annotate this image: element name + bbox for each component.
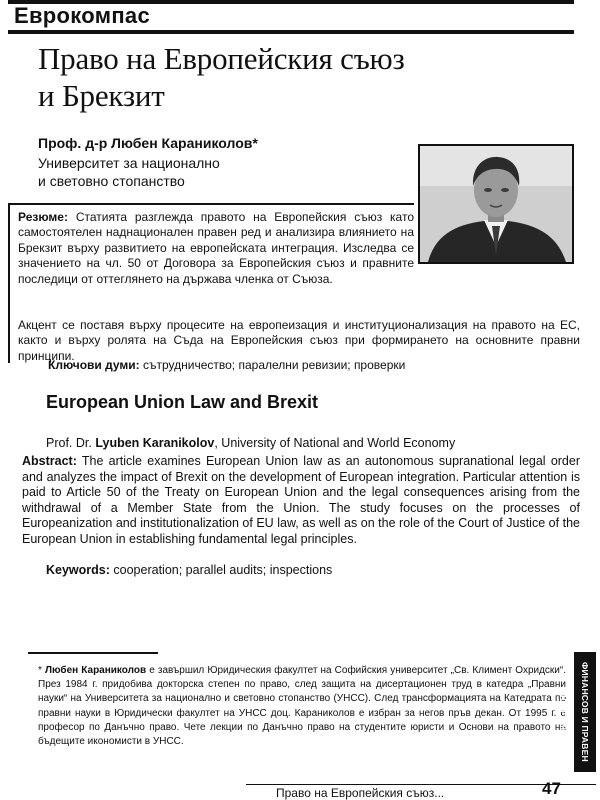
author-affiliation — [38, 154, 398, 190]
keywords-english — [46, 563, 332, 577]
footnote-rule — [28, 652, 158, 654]
running-title: Право на Европейския съюз... — [276, 786, 445, 800]
abstract-frame-left — [8, 203, 10, 363]
english-author-prefix: Prof. Dr. — [46, 436, 92, 450]
footnote — [38, 664, 566, 749]
affiliation-line-1: Университет за национално — [38, 155, 220, 171]
abstract-english — [22, 454, 580, 548]
keywords-bg-text: сътрудничество; паралелни ревизии; проверки — [143, 358, 406, 372]
keywords-en-text: cooperation; parallel audits; inspections — [113, 563, 333, 577]
author-photo — [418, 144, 574, 264]
page-number: 47 — [542, 779, 561, 798]
abstract-en-label: Abstract: — [22, 454, 77, 468]
footnote-marker: * — [38, 665, 42, 676]
keywords-en-label: Keywords: — [46, 563, 110, 577]
english-author-affiliation: , University of National and World Economy — [214, 436, 456, 450]
article-title-line-2: и Брекзит — [38, 78, 165, 113]
keywords-bulgarian — [48, 358, 405, 372]
abstract-bulgarian — [18, 210, 414, 318]
author-portrait-icon — [420, 146, 572, 262]
section-title: Еврокомпас — [8, 0, 574, 34]
abstract-bg-text-1: Статията разглежда правото на Европейския съюз като самостоятелен наднационален правен ред и анализира влиянието на Брекзит върху развитието на европейската интеграция. Изследва се значението на чл. 50 от Договора за Европейския съюз и правните последици от оттеглянето на държава членка от Съюза. — [18, 210, 415, 286]
footnote-author: Любен Караниколов — [45, 665, 147, 676]
abstract-en-text: The article examines European Union law as an autonomous supranational legal order and analyzes the impact of Brexit on the development of European integration. Particular attention is paid to Article 50 of the Treaty on European Union and the legal consequences arising from the withdrawal of a Member State from the Union. The study focuses on the processes of Europeanization and institutionalization of EU law, as well as on the role of the Court of Justice of the European Union in establishing fundamental legal principles. — [22, 454, 581, 546]
english-author — [46, 436, 455, 450]
footnote-text: е завършил Юридическия факултет на Софийския университет „Св. Климент Охридски“. През 1984 г. придобива докторска степен по право, след защита на дисертационен труд в катедра „Правни науки“ на Университета за национално и световно стопанство (УНСС). След трансформацията на Катедрата по правни науки в Юридически факултет на УНСС доц. Караниколов е избран за негов пръв декан. От 1995 г. е професор по Данъчно право. Чете лекции по Данъчно право на студентите юристи и Основи на правото на бъдещите икономисти в УНСС. — [38, 665, 566, 748]
english-title: European Union Law and Brexit — [46, 392, 319, 412]
abstract-frame-top — [8, 203, 414, 205]
abstract-bg-label: Резюме: — [18, 210, 68, 224]
journal-side-label: ФИНАНСОВ И ПРАВЕН БЮЛЕТИН — [574, 652, 596, 772]
article-title-line-1: Право на Европейския съюз — [38, 41, 405, 76]
abstract-bg-text-2: Акцент се поставя върху процесите на европеизация и институционализация на правото на ЕС, както и върху ролята на Съда на Европейския съюз при формирането на основните правни принципи. — [18, 318, 580, 363]
article-title — [38, 40, 578, 114]
author-name: Проф. д-р Любен Караниколов* — [38, 135, 258, 151]
english-author-name: Lyuben Karanikolov — [95, 436, 215, 450]
affiliation-line-2: и световно стопанство — [38, 173, 185, 189]
keywords-bg-label: Ключови думи: — [48, 358, 140, 372]
